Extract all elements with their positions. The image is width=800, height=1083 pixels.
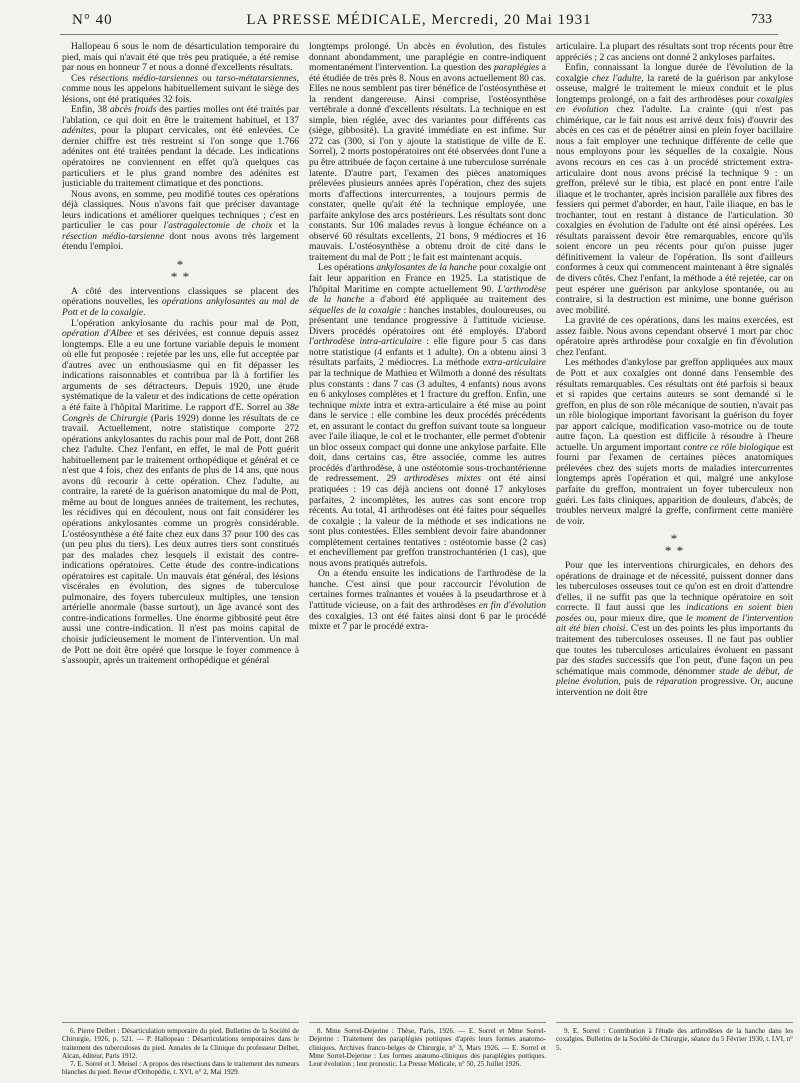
journal-title: LA PRESSE MÉDICALE, Mercredi, 20 Mai 1931 — [246, 12, 592, 28]
footnotes-column-1 — [62, 1022, 299, 1083]
section-separator: * * * — [664, 531, 685, 559]
footnotes-column-2 — [309, 1022, 546, 1083]
paragraph: Pour que les interventions chirurgicales, en dehors des opérations de drainage et de nécessité, puissent donner dans les tuberculoses osseuses tout ce qu'on est en droit d'attendre d'elles, il ne suffit pas que la technique opératoire en soit correcte. Il faut aussi que les indications en soient bien posées ou, pour mieux dire, que le moment de l'intervention ait été bien choisi. C'est un des points les plus importants du traitement des tuberculoses osseuses. Il ne faut pas oublier que toutes les tuberculoses articulaires évoluent en passant par des stades successifs que l'on peut, d'une façon un peu schématique mais commode, dénommer stade de début, de pleine évolution, puis de réparation progressive. Or, aucune intervention ne doit être — [556, 560, 793, 698]
footnotes-column-3 — [556, 1022, 793, 1083]
paragraph: L'opération ankylosante du rachis pour mal de Pott, opération d'Albee et ses dérivées, est connue depuis assez longtemps. Elle a eu une fortune variable depuis le moment où elle fut proposée : rejetée par les uns, elle fut acceptée par d'autres avec un enthousiasme qui en fit dépasser les indications raisonnables et contribua par là à fortifier les arguments de ses détracteurs. Depuis 1920, une étude systématique de la valeur et des indications de cette opération a été faite à l'hôpital Maritime. Le rapport d'E. Sorrel au 38e Congrès de Chirurgie (Paris 1929) donne les résultats de ce travail. Actuellement, notre statistique comporte 272 opérations ankylosantes du rachis pour mal de Pott, dont 268 chez l'adulte. Chez l'enfant, en effet, le mal de Pott guérit habituellement par le traitement orthopédique et général et ce n'est que 4 fois, chez des enfants de plus de 14 ans, que nous avons dû recourir à cette opération. Chez l'adulte, au contraire, la rareté de la guérison anatomique du mal de Pott, même au bout de longues années de traitement, les rechutes, les récidives qui en découlent, nous ont fait considérer les opérations ankylosantes comme un progrès considérable. L'ostéosynthèse a été faite chez eux dans 37 pour 100 des cas (un peu plus du tiers). Les deux autres tiers sont constitués par des malades chez lesquels il existait des contre-indications opératoires. Cette étude des contre-indications opératoires est capitale. Un mauvais état général, des lésions viscérales en évolution, des signes de tuberculose pulmonaire, des foyers tuberculeux multiples, une tension artérielle anormale (basse surtout), un âge avancé sont des contre-indications formelles. Une énorme gibbosité peut être aussi une contre-indication. Il n'est pas moins capital de choisir judicieusement le moment de l'intervention. Un mal de Pott ne doit être opéré que lorsque le foyer commence à s'assoupir, après un traitement orthopédique et général — [62, 317, 299, 667]
footnote: 7. E. Sorrel et J. Meisel : A propos des résections dans le traitement des tumeurs blanches du pied. Revue d'Orthopédie, t. XVI, n° 2, Mai 1929. — [62, 1060, 299, 1077]
section-separator: * * * — [170, 256, 191, 284]
paragraph: Enfin, 38 abcès froids des parties molles ont été traités par l'ablation, ce qui doit en être le traitement habituel, et 137 adénites, pour la plupart cervicales, ont été enlevées. Ce dernier chiffre est très restreint si l'on songe que 1.766 adénites ont été traitées pendant la décade. Les indications opératoires ne conviennent en effet qu'à quelques cas particuliers et le plus grand nombre des adénites est justiciable du traitement climatique et des ponctions. — [62, 104, 299, 190]
paragraph: Les méthodes d'ankylose par greffon appliquées aux maux de Pott et aux coxalgies ont donné dans l'ensemble des résultats remarquables. Ces résultats ont été parfois si beaux et si rapides que certains auteurs se sont demandé si le greffon, en plus de son rôle mécanique de soutien, n'avait pas un rôle biologique important favorisant la guérison du foyer par apport calcique, modification vaso-motrice ou de toute autre façon. La question est difficile à résoudre à l'heure actuelle. Un argument important contre ce rôle biologique est fourni par l'examen de certaines pièces anatomiques prélevées chez des sujets morts de maladies intercurrentes longtemps après l'opération et qui, malgré une ankylose parfaite du greffon, montraient un foyer tuberculeux non guéri. Les faits cliniques, apparition de douleurs, d'abcès, de troubles nerveux malgré la greffe, confirment cette manière de voir. — [556, 357, 793, 527]
column-1 — [62, 42, 299, 1017]
column-2 — [309, 42, 546, 1017]
page-header — [60, 12, 778, 35]
footnote: 9. E. Sorrel : Contribution à l'étude des arthrodèses de la hanche dans les coxalgies. Bulletins de la Société de Chirurgie, séance du 5 Février 1930, t. LVI, n° 5. — [556, 1027, 793, 1052]
paragraph: Hallopeau 6 sous le nom de désarticulation temporaire du pied, mais qui n'avait été que très peu pratiquée, a été remise par nous en honneur 7 et nous a donné d'excellents résultats. — [62, 42, 299, 74]
paragraph: Nous avons, en somme, peu modifié toutes ces opérations déjà classiques. Nous n'avons fait que préciser davantage leurs indications et améliorer quelques techniques ; c'est en particulier le cas pour l'astragalectomie de choix et la résection médio-tarsienne dont nous avons très largement étendu l'emploi. — [62, 188, 299, 253]
issue-number: N° 40 — [72, 12, 113, 28]
paragraph: longtemps prolongé. Un abcès en évolution, des fistules donnant abondamment, une paraplégie en contre-indiquent momentanément l'intervention. La question des paraplégies a été étudiée de très près 8. Nous en avons actuellement 80 cas. Elles ne nous semblent pas tirer bénéfice de l'ostéosynthèse et la rendent dangereuse. Ainsi comprise, l'ostéosynthèse vertébrale a donné d'excellents résultats. La technique en est simple, bien réglée, avec des variantes pour différents cas (siège, gibbosité). La gravité immédiate en est infime. Sur 272 cas (300, si l'on y ajoute la statistique de ville de E. Sorrel), 2 morts postopératoires ont été observées dont l'une a pu être attribuée de façon certaine à une tuberculose surrénale latente. D'autre part, l'examen des pièces anatomiques prélevées plusieurs années après l'opération, chez des sujets morts d'affections intercurrentes, a toujours permis de constater, quelle qu'ait été la technique employée, une parfaite ankylose des arcs postérieurs. Les résultats sont donc constants. Sur 106 malades revus à longue échéance on a observé 60 résultats excellents, 21 bons, 9 médiocres et 16 mauvais. L'ostéosynthèse a obtenu droit de cité dans le traitement du mal de Pott ; le fait est maintenant acquis. — [309, 42, 546, 263]
paragraph: Les opérations ankylosantes de la hanche pour coxalgie ont fait leur apparition en France en 1925. La statistique de l'hôpital Maritime en compte actuellement 90. L'arthrodèse de la hanche a d'abord été appliquée au traitement des séquelles de la coxalgie : hanches instables, douloureuses, ou présentant une tendance progressive à l'attitude vicieuse. Divers procédés opératoires ont été employés. D'abord l'arthrodèse intra-articulaire : elle figure pour 5 cas dans notre statistique (4 enfants et 1 adulte). On a obtenu ainsi 3 résultats parfaits, 2 médiocres. La méthode extra-articulaire par la technique de Mathieu et Wilmoth a donné des résultats plus constants : dans 7 cas (3 adultes, 4 enfants) nous avons eu 6 ankyloses complètes et 1 fracture du greffon. Enfin, une technique mixte intra et extra-articulaire a été mise au point dans le service : elle combine les deux procédés précédents et, en assurant le contact du greffon suivant toute sa longueur avec l'aile iliaque, le col et le trochanter, elle permet d'obtenir un bloc osseux compact qui donne une ankylose parfaite. Elle doit, dans certains cas, être associée, comme les autres procédés d'arthrodèse, à une ostéotomie sous-trochantérienne de redressement. 29 arthrodèses mixtes ont été ainsi pratiquées : 19 cas déjà anciens ont donné 17 ankyloses parfaites, 2 incomplètes, les autres cas sont encore trop récents. Au total, 41 arthrodèses ont été faites pour séquelles de coxalgie ; la valeur de la méthode et ses indications ne sont plus contestées. Elles semblent devoir faire abandonner complètement certaines tentatives : ostéotomie basse (2 cas) et enchevillement par greffon transtrochantérien (1 cas), que nous avons pratiqués autrefois. — [309, 262, 546, 569]
page-number: 733 — [751, 12, 772, 27]
paragraph: articulaire. La plupart des résultats sont trop récents pour être appréciés ; 2 cas anciens ont donné 2 ankyloses parfaites. — [556, 42, 793, 63]
paragraph: Enfin, connaissant la longue durée de l'évolution de la coxalgie chez l'adulte, la rareté de la guérison par ankylose osseuse, malgré le traitement le mieux conduit et le plus longtemps prolongé, on a fait des arthrodèses pour coxalgies en évolution chez l'adulte. La crainte (qui n'est pas chimérique, car le fait nous est arrivé deux fois) d'ouvrir des abcès en ces cas et de pénétrer ainsi en plein foyer bacillaire nous a fait employer une technique différente de celle que nous employons pour les séquelles de la coxalgie. Nous avons recours en ces cas à un procédé strictement extra-articulaire dont nous avons précisé la technique 9 : un greffon, prélevé sur le tibia, est placé en pont entre l'aile iliaque et le trochanter, après incision parallèle aux fibres des fessiers qui permet d'aborder, en haut, l'aile iliaque, en bas le trochanter, tout en restant à distance de l'articulation. 30 coxalgies en évolution de l'adulte ont été ainsi opérées. Les résultats paraissent devoir être remarquables, encore qu'ils soient encore un peu récents pour qu'on puisse juger définitivement la valeur de l'opération. Ils sont d'ailleurs conformes à ceux qui commencent maintenant à être signalés de divers côtés. Chez l'enfant, la méthode a été rejetée, car on peut espérer une guérison par ankylose spontanée, ou au contraire, si la destruction est minime, une bonne guérison avec mobilité. — [556, 62, 793, 316]
paragraph: On a étendu ensuite les indications de l'arthrodèse de la hanche. C'est ainsi que pour raccourcir l'évolution de certaines formes traînantes et vouées à la pseudarthrose et à l'attitude vicieuse, on a fait des arthrodèses en fin d'évolution des coxalgies. 13 ont été faites ainsi dont 6 par le procédé mixte et 7 par le procédé extra- — [309, 568, 546, 633]
footnote: 8. Mme Sorrel-Dejerine : Thèse, Paris, 1926. — E. Sorrel et Mme Sorrel-Dejerine : Traitement des paraplégies pottiques d'après leurs formes anatomo-cliniques. Archives franco-belges de Chirurgie, n° 3, Mars 1926. — E. Sorrel et Mme Sorrel-Dejerine : Les formes anatomo-cliniques des paraplégies pottiques. Leur évolution ; leur pronostic. La Presse Médicale, n° 50, 25 Juillet 1926. — [309, 1027, 546, 1069]
paragraph: La gravité de ces opérations, dans les mains exercées, est assez faible. Nous avons cependant observé 1 mort par choc opératoire après arthrodèse pour coxalgie en fin d'évolution chez l'enfant. — [556, 315, 793, 358]
paragraph: Ces résections médio-tarsiennes ou tarso-métatarsiennes, comme nous les appelons habituellement suivant le siège des lésions, ont été pratiquées 32 fois. — [62, 72, 299, 105]
paragraph: A côté des interventions classiques se placent des opérations nouvelles, les opérations ankylosantes au mal de Pott et de la coxalgie. — [62, 285, 299, 319]
footnote: 6. Pierre Delbet : Désarticulation temporaire du pied. Bulletins de la Société de Chirurgie, 1926, p. 521. — P. Hallopeau : Désarticulations temporaires dans le traitement des tuberculoses du pied. Annales de la Clinique du professeur Delbet, Alcan, éditeur, Paris 1912. — [62, 1027, 299, 1060]
column-3 — [556, 42, 793, 1017]
